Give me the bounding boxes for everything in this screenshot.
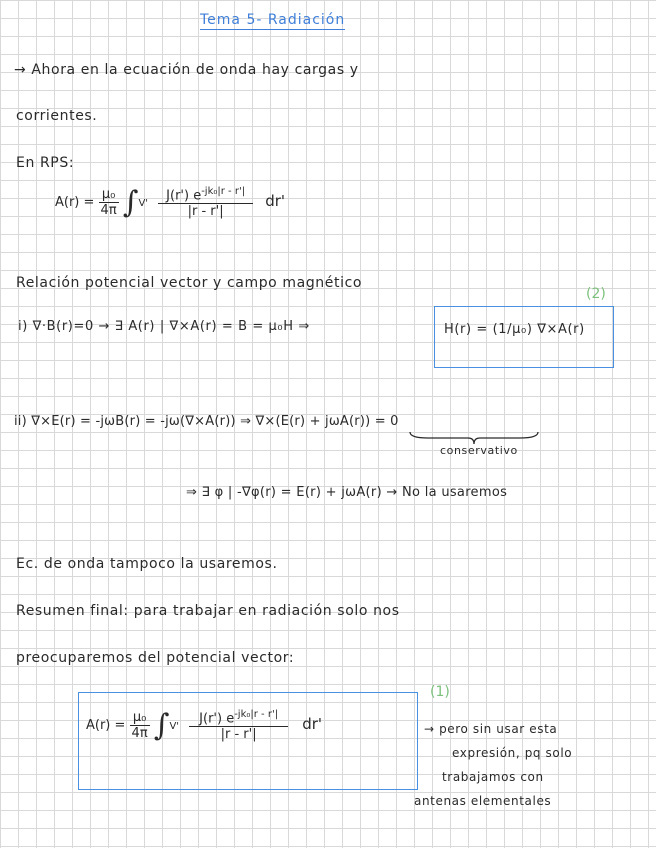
integrand-numerator: J(r') e: [199, 711, 235, 727]
coefficient-fraction: [99, 187, 119, 218]
note-line-1: → pero sin usar esta: [424, 722, 558, 736]
note-line-3: trabajamos con: [442, 770, 544, 784]
integral-subscript: V': [138, 198, 149, 209]
formula-differential: dr': [265, 192, 286, 210]
equation-ii: ii) ∇×E(r) = -jωB(r) = -jω(∇×A(r)) ⇒ ∇×(E(r) + jωA(r)) = 0: [14, 414, 399, 429]
resumen-line-2: preocuparemos del potencial vector:: [16, 650, 295, 666]
potential-formula-2: [86, 708, 322, 743]
integrand-denominator: |r - r'|: [187, 204, 224, 220]
coef-numerator: μ₀: [130, 710, 150, 726]
ec-onda-line: Ec. de onda tampoco la usaremos.: [16, 556, 278, 572]
integrand-exponent: -jk₀|r - r'|: [201, 185, 246, 197]
tag-2: (2): [586, 286, 606, 302]
formula-differential: dr': [302, 715, 323, 733]
integral-sign: ∫: [153, 708, 170, 743]
page-title: Tema 5- Radiación: [200, 12, 346, 28]
integrand-exponent: -jk₀|r - r'|: [234, 708, 279, 720]
integrand-denominator: |r - r'|: [220, 727, 257, 743]
integrand-fraction: [189, 709, 288, 742]
integrand-fraction: [158, 186, 253, 219]
intro-line-2: corrientes.: [16, 108, 98, 124]
relacion-heading: Relación potencial vector y campo magnético: [16, 275, 363, 291]
coef-denominator: 4π: [131, 726, 148, 741]
coef-denominator: 4π: [100, 203, 117, 218]
integral-sign: ∫: [122, 185, 139, 220]
equation-ii-2: ⇒ ∃ φ | -∇φ(r) = E(r) + jωA(r) → No la usaremos: [186, 485, 508, 500]
equation-i-boxed: H(r) = (1/μ₀) ∇×A(r): [444, 322, 585, 337]
integral-subscript: V': [169, 721, 180, 732]
conservativo-label: conservativo: [440, 444, 518, 457]
formula-lhs: A(r) =: [55, 195, 95, 210]
equation-i: i) ∇·B(r)=0 → ∃ A(r) | ∇×A(r) = B = μ₀H ⇒: [18, 319, 310, 334]
coefficient-fraction: [130, 710, 150, 741]
tag-1: (1): [430, 684, 450, 700]
boxed-equation-2: [434, 306, 614, 368]
integrand-numerator: J(r') e: [166, 188, 202, 204]
potential-formula-1: [55, 185, 285, 220]
intro-line-1: → Ahora en la ecuación de onda hay cargas y: [14, 62, 359, 78]
note-line-4: antenas elementales: [414, 794, 552, 808]
en-rps-heading: En RPS:: [16, 155, 75, 171]
note-line-2: expresión, pq solo: [452, 746, 573, 760]
resumen-line-1: Resumen final: para trabajar en radiación solo nos: [16, 603, 400, 619]
formula-lhs: A(r) =: [86, 718, 126, 733]
coef-numerator: μ₀: [99, 187, 119, 203]
